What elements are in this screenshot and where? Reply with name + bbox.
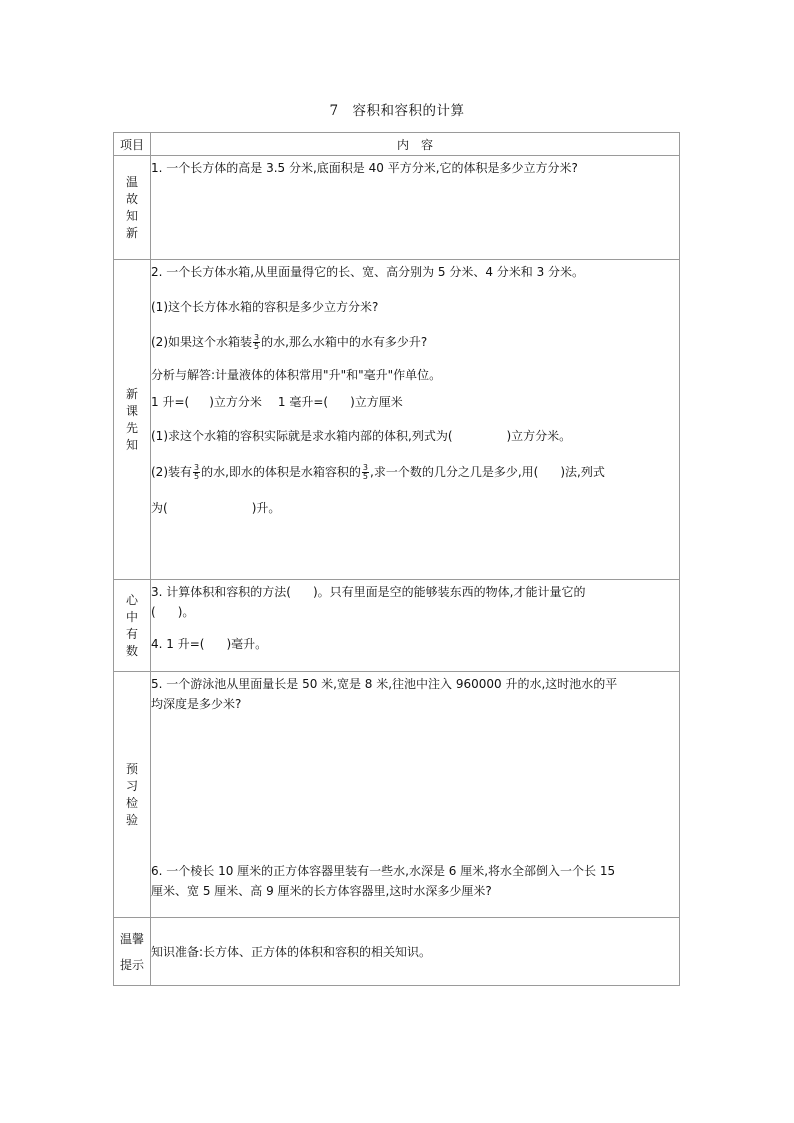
row-key-points [114, 580, 680, 672]
header-item: 项目 [114, 133, 151, 156]
question-5-cont: 均深度是多少米? [151, 697, 242, 711]
label-key-points: 心中有数 [114, 580, 151, 672]
fraction: $\frac{3}{5}$ [254, 333, 260, 351]
question-1: 1. 一个长方体的高是 3.5 分米,底面积是 40 平方分米,它的体积是多少立方分米? [151, 161, 578, 175]
step-2-cont: 为( )升。 [151, 501, 281, 515]
question-6: 6. 一个棱长 10 厘米的正方体容器里装有一些水,水深是 6 厘米,将水全部倒入一个长 15 [151, 864, 616, 878]
tips-text: 知识准备:长方体、正方体的体积和容积的相关知识。 [151, 944, 432, 959]
unit-conversion: 1 升=( )立方分米 1 毫升=( )立方厘米 [151, 395, 403, 409]
step-2: (2)装有 $\frac{3}{5}$ 的水,即水的体积是水箱容积的 $\frac{3}{5}$ ,求一个数的几分之几是多少,用( )法,列式 [151, 463, 605, 481]
header-row [114, 133, 680, 156]
row-new-lesson [114, 260, 680, 580]
fraction: $\frac{3}{5}$ [362, 463, 369, 481]
fraction: $\frac{3}{5}$ [194, 463, 200, 481]
question-2-2: (2)如果这个水箱装 $\frac{3}{5}$ 的水,那么水箱中的水有多少升? [151, 333, 428, 351]
question-4: 4. 1 升=( )毫升。 [151, 637, 268, 651]
worksheet-table [113, 132, 680, 986]
analysis-text: 分析与解答:计量液体的体积常用"升"和"毫升"作单位。 [151, 368, 442, 382]
question-5: 5. 一个游泳池从里面量长是 50 米,宽是 8 米,往池中注入 960000 升的水,这时池水的平 [151, 677, 618, 691]
label-review: 温故知新 [114, 156, 151, 260]
question-6-cont: 厘米、宽 5 厘米、高 9 厘米的长方体容器里,这时水深多少厘米? [151, 884, 492, 898]
header-content: 内 容 [151, 133, 680, 156]
lesson-number: 7 [329, 103, 339, 119]
question-3: 3. 计算体积和容积的方法( )。只有里面是空的能够装东西的物体,才能计量它的 [151, 585, 586, 599]
label-new-lesson: 新课先知 [114, 260, 151, 580]
lesson-title: 容积和容积的计算 [352, 103, 465, 119]
page-title [0, 99, 794, 119]
question-3-cont: ( )。 [151, 605, 195, 619]
row-tips [114, 918, 680, 986]
step-1: (1)求这个水箱的容积实际就是求水箱内部的体积,列式为( )立方分米。 [151, 429, 572, 443]
label-tips: 温馨 提示 [114, 918, 151, 986]
row-preview [114, 672, 680, 918]
row-review [114, 156, 680, 260]
question-2: 2. 一个长方体水箱,从里面量得它的长、宽、高分别为 5 分米、4 分米和 3 分米。 [151, 265, 585, 279]
question-2-1: (1)这个长方体水箱的容积是多少立方分米? [151, 300, 379, 314]
label-preview: 预习检验 [114, 672, 151, 918]
